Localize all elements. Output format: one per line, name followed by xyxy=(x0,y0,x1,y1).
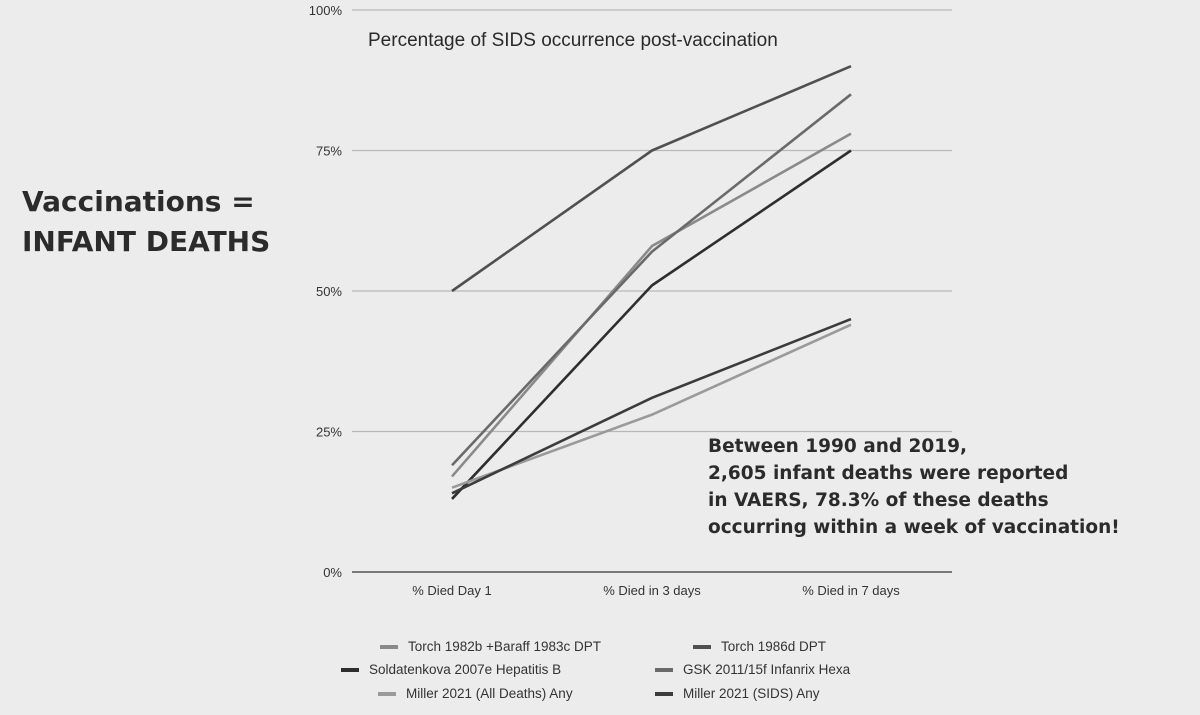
legend-label: GSK 2011/15f Infanrix Hexa xyxy=(683,662,851,677)
annotation-line-4: occurring within a week of vaccination! xyxy=(708,517,1120,538)
y-tick-label: 100% xyxy=(308,3,342,18)
headline xyxy=(22,182,270,262)
x-tick-label: % Died Day 1 xyxy=(412,583,492,598)
series-line xyxy=(452,134,851,477)
annotation-line-1: Between 1990 and 2019, xyxy=(708,436,968,457)
x-tick-label: % Died in 7 days xyxy=(802,583,900,598)
y-tick-label: 0% xyxy=(323,565,342,580)
legend-label: Soldatenkova 2007e Hepatitis B xyxy=(369,662,562,677)
chart-title: Percentage of SIDS occurrence post-vaccination xyxy=(368,30,778,51)
legend-label: Torch 1982b +Baraff 1983c DPT xyxy=(408,639,601,654)
x-axis-ticks xyxy=(412,583,900,598)
y-tick-label: 75% xyxy=(315,143,342,159)
headline-line-2: INFANT DEATHS xyxy=(22,225,271,258)
headline-line-1: Vaccinations = xyxy=(22,185,255,218)
legend-label: Torch 1986d DPT xyxy=(721,639,827,654)
series-line xyxy=(452,66,851,291)
legend-label: Miller 2021 (All Deaths) Any xyxy=(406,686,573,701)
legend-label: Miller 2021 (SIDS) Any xyxy=(683,686,820,701)
y-tick-label: 25% xyxy=(315,424,342,440)
y-axis-ticks xyxy=(309,3,343,580)
annotation-line-3: in VAERS, 78.3% of these deaths xyxy=(708,490,1049,511)
y-tick-label: 50% xyxy=(315,284,342,299)
x-tick-label: % Died in 3 days xyxy=(603,583,701,598)
annotation-line-2: 2,605 infant deaths were reported xyxy=(708,463,1069,484)
annotation-text xyxy=(708,433,1120,541)
